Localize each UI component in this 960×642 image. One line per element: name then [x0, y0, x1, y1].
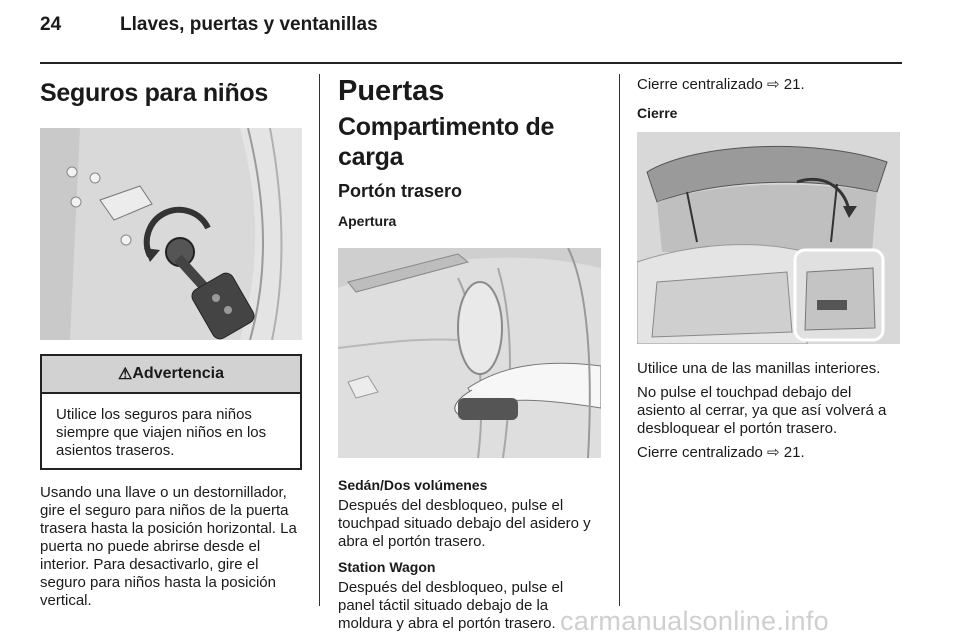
label-closing: Cierre	[637, 105, 678, 121]
child-lock-instructions: Usando una llave o un destornillador, gire el seguro para niños de la puerta trasera hasta la posición horizontal. La puerta no puede abrirse desde el interior. Para desactivarlo, gire el seguro para niños hasta la posición vertical.	[40, 484, 297, 609]
station-wagon-instructions: Después del desbloqueo, pulse el panel táctil situado debajo de la moldura y abra el portón trasero.	[338, 579, 564, 632]
tailgate-opening-illustration	[338, 248, 601, 458]
warning-box	[40, 354, 302, 470]
warning-title: Advertencia	[132, 365, 224, 382]
label-sedan: Sedán/Dos volúmenes	[338, 477, 488, 493]
tailgate-closing-illustration	[637, 132, 900, 344]
chapter-title: Llaves, puertas y ventanillas	[120, 14, 378, 35]
header-rule	[40, 62, 902, 64]
subsection-title-tailgate: Portón trasero	[338, 181, 463, 201]
label-opening: Apertura	[338, 213, 397, 229]
central-locking-reference-top: Cierre centralizado ⇨ 21.	[637, 76, 805, 93]
watermark: carmanualsonline.info	[560, 606, 829, 636]
column-closing	[637, 74, 902, 462]
column-child-locks	[40, 74, 302, 610]
section-title-doors: Puertas	[338, 75, 445, 107]
warning-text: Utilice los seguros para niños siempre que viajen niños en los asientos traseros.	[56, 406, 267, 459]
central-locking-reference-bottom: Cierre centralizado ⇨ 21.	[637, 444, 805, 461]
closing-instruction-handles: Utilice una de las manillas interiores.	[637, 360, 881, 377]
section-title-child-locks: Seguros para niños	[40, 79, 268, 107]
warning-icon: ⚠	[118, 366, 133, 383]
label-station-wagon: Station Wagon	[338, 559, 436, 575]
column-divider-2	[619, 74, 620, 606]
closing-instruction-touchpad: No pulse el touchpad debajo del asiento al cerrar, ya que así volverá a desbloquear el portón trasero.	[637, 384, 887, 437]
warning-header	[42, 356, 300, 394]
sedan-instructions: Después del desbloqueo, pulse el touchpad situado debajo del asidero y abra el portón trasero.	[338, 497, 591, 550]
subsection-title-cargo: Compartimento de carga	[338, 113, 555, 171]
page-header	[40, 14, 920, 44]
column-divider-1	[319, 74, 320, 606]
child-lock-illustration	[40, 128, 302, 340]
column-doors	[338, 74, 603, 633]
page-number: 24	[40, 14, 62, 35]
